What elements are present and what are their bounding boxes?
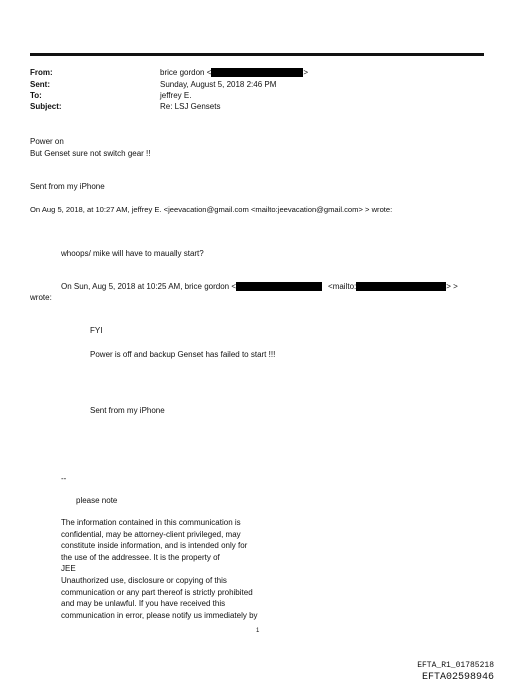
page-number: 1 (256, 628, 260, 634)
sent-label: Sent: (30, 80, 50, 89)
sent-from-signature: Sent from my iPhone (30, 182, 105, 191)
sent-value: Sunday, August 5, 2018 2:46 PM (160, 80, 277, 89)
sent-from-signature-2: Sent from my iPhone (90, 406, 165, 415)
body-line-1: Power on (30, 137, 64, 146)
to-value: jeffrey E. (160, 91, 192, 100)
from-value (160, 68, 308, 78)
disclaimer-line: constitute inside information, and is intended only for (61, 541, 248, 551)
to-label: To: (30, 91, 42, 100)
quote2-header (61, 282, 458, 292)
quote2-header-start: On Sun, Aug 5, 2018 at 10:25 AM, brice gordon < (61, 282, 237, 291)
quote1-header: On Aug 5, 2018, at 10:27 AM, jeffrey E. <jeevacation@gmail.com <mailto:jeevacation@gmail.com> > wrote: (30, 205, 393, 214)
signature-dashes: -- (61, 474, 67, 483)
fyi-text: FYI (90, 326, 103, 335)
disclaimer-line: communication in error, please notify us immediately by (61, 610, 258, 620)
subject-value: Re: LSJ Gensets (160, 102, 221, 111)
disclaimer-line: the use of the addressee. It is the property of (61, 552, 220, 562)
disclaimer-line: communication or any part thereof is strictly prohibited (61, 587, 253, 597)
disclaimer-line: JEE (61, 564, 76, 574)
disclaimer-line: Unauthorized use, disclosure or copying of this (61, 575, 227, 585)
redaction-box (236, 282, 322, 291)
quote1-text: whoops/ mike will have to maually start? (61, 249, 204, 258)
from-label: From: (30, 68, 53, 77)
subject-label: Subject: (30, 102, 62, 111)
please-note: please note (76, 496, 118, 505)
quote2-wrote: wrote: (30, 293, 52, 302)
redaction-box (211, 68, 303, 77)
header-rule (30, 53, 484, 56)
disclaimer-paragraph (61, 517, 301, 621)
power-off-text: Power is off and backup Genset has failed to start !!! (90, 350, 276, 359)
footer-id-1: EFTA_R1_01785218 (417, 661, 494, 670)
disclaimer-line: and may be unlawful. If you have received this (61, 599, 226, 609)
body-line-2: But Genset sure not switch gear !! (30, 149, 151, 158)
redaction-box (356, 282, 446, 291)
disclaimer-line: The information contained in this communication is (61, 518, 241, 527)
disclaimer-line: confidential, may be attorney-client privileged, may (61, 529, 241, 539)
from-tail: > (303, 68, 309, 77)
footer-id-2: EFTA02598946 (421, 672, 494, 683)
quote2-tail: > > (446, 282, 458, 291)
from-name: brice gordon < (160, 68, 212, 77)
quote2-mailto: <mailto: (328, 282, 357, 291)
